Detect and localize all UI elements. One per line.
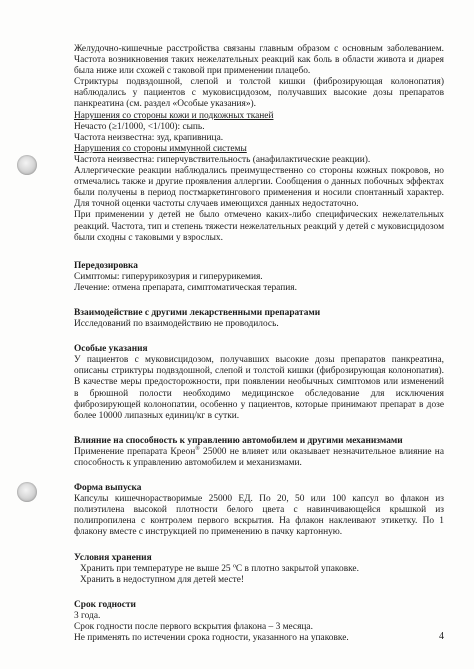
driving-heading: Влияние на способность к управлению автомобилем и другими механизмами	[74, 435, 403, 446]
binder-hole-top	[17, 155, 37, 175]
skin-disorders-line-uncommon: Нечасто (≥1/1000, <1/100): сыпь.	[74, 121, 205, 132]
overdose-symptoms: Симптомы: гиперурикозурия и гиперурикемия.	[74, 271, 263, 282]
interaction-heading: Взаимодействие с другими лекарственными препаратами	[74, 307, 321, 318]
allergy-paragraph: Аллергические реакции наблюдались преимущественно со стороны кожных покровов, но отмечались также и другие проявления аллергии. Сообщения о данных побочных эффектах были получены в период постмаркетингового применения и носили спонтанный характер. Для точной оценки частоты случаев имеющихся данных недостаточно.	[74, 166, 444, 210]
binder-hole-bottom	[17, 482, 37, 502]
storage-temperature: Хранить при температуре не выше 25 ºС в плотно закрытой упаковке.	[80, 563, 359, 574]
immune-disorders-heading: Нарушения со стороны иммунной системы	[74, 143, 247, 154]
overdose-heading: Передозировка	[74, 260, 138, 271]
section-release-form	[74, 483, 444, 538]
release-form-heading: Форма выпуска	[74, 483, 142, 494]
skin-disorders-line-unknown: Частота неизвестна: зуд, крапивница.	[74, 132, 224, 143]
page-number: 4	[439, 631, 444, 642]
special-instructions-text: У пациентов с муковисцидозом, получавших высокие дозы препаратов панкреатина, описаны стриктуры подвздошной, слепой и толстой кишки (фиброзирующая колонопатия). В качестве меры предосторожности, при появлении необычных симптомов или изменений в брюшной полости необходимо медицинское обследование для исключения фиброзирующей колонопатии, особенно у пациентов, которые принимают препарат в дозе более 10000 липазных единиц/кг в сутки.	[74, 355, 444, 421]
registered-mark: ®	[195, 445, 200, 452]
section-overdose	[74, 261, 444, 294]
side-effects-paragraph-gi: Желудочно-кишечные расстройства связаны главным образом с основным заболеванием. Частота возникновения таких нежелательных реакций как боль в области живота и диарея была ниже или схожей с таковой при применении плацебо.	[74, 44, 444, 77]
shelf-life-heading: Срок годности	[74, 599, 136, 610]
children-paragraph: При применении у детей не было отмечено каких-либо специфических нежелательных реакций. Частота, тип и степень тяжести нежелательных реакций у детей с муковисцидозом были сходны с таковыми у взрослых.	[74, 210, 444, 243]
storage-children: Хранить в недоступном для детей месте!	[80, 574, 245, 585]
section-shelf-life	[74, 600, 444, 644]
section-special-instructions	[74, 344, 444, 422]
section-storage	[74, 553, 444, 586]
shelf-life-after-opening: Срок годности после первого вскрытия флакона – 3 месяца.	[74, 622, 313, 633]
special-instructions-heading: Особые указания	[74, 344, 148, 355]
storage-heading: Условия хранения	[74, 552, 152, 563]
shelf-life-years: 3 года.	[74, 610, 101, 621]
driving-text-start: Применение препарата Креон	[74, 446, 196, 457]
driving-text	[74, 447, 444, 469]
release-form-text: Капсулы кишечнорастворимые 25000 ЕД. По 20, 50 или 100 капсул во флакон из полиэтилена высокой плотности белого цвета с навинчивающейся крышкой из полипропилена с контролем первого вскрытия. На флакон наклеивают этикетку. По 1 флакону вместе с инструкцией по применению в пачку картонную.	[74, 494, 444, 538]
document-body	[74, 44, 444, 644]
section-interaction	[74, 308, 444, 330]
interaction-text: Исследований по взаимодействию не проводилось.	[74, 319, 279, 330]
immune-disorders-line: Частота неизвестна: гиперчувствительность (анафилактические реакции).	[74, 154, 371, 165]
side-effects-paragraph-strictures: Стриктуры подвздошной, слепой и толстой кишки (фиброзирующая колонопатия) наблюдались у пациентов с муковисцидозом, получавших высокие дозы препаратов панкреатина (см. раздел «Особые указания»).	[74, 77, 444, 110]
section-driving	[74, 436, 444, 469]
shelf-life-expiry-note: Не применять по истечении срока годности, указанного на упаковке.	[74, 633, 349, 644]
driving-text-end: 25000 не влияет или оказывает незначительное влияние на способность к управлению автомобилем и механизмами.	[74, 446, 444, 468]
overdose-treatment: Лечение: отмена препарата, симптоматическая терапия.	[74, 282, 297, 293]
skin-disorders-heading: Нарушения со стороны кожи и подкожных тканей	[74, 110, 274, 121]
